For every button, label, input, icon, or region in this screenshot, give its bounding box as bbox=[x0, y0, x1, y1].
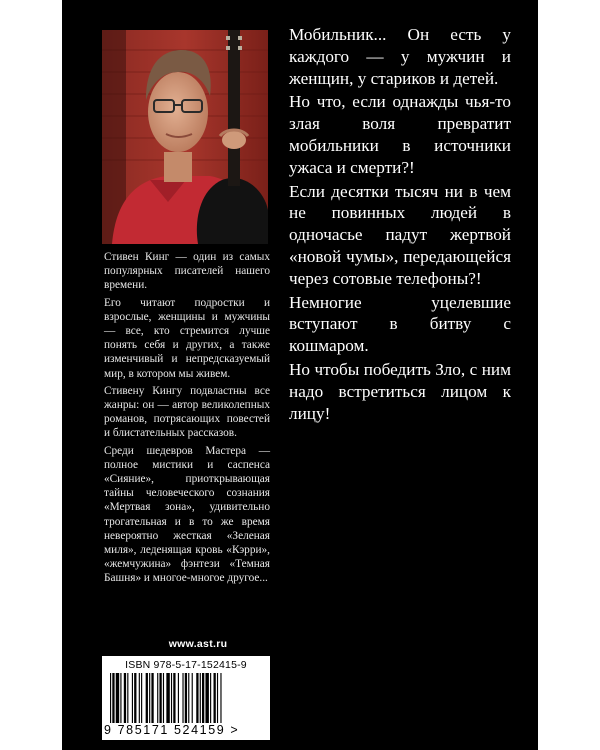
author-portrait-image bbox=[102, 30, 268, 244]
bio-paragraph: Его читают подростки и взрослые, женщины и мужчины — все, кто стремится лучше понять себя и других, а также изменчивый и непредсказуемый мир, в котором мы живем. bbox=[104, 296, 270, 380]
barcode-digits: 9 785171 524159 > bbox=[104, 723, 240, 737]
bio-paragraph: Стивену Кингу подвластны все жанры: он — автор великолепных романов, потрясающих повестей и блистательных рассказов. bbox=[104, 384, 270, 440]
author-biography bbox=[104, 250, 270, 589]
blurb-paragraph: Немногие уцелевшие вступают в битву с кошмаром. bbox=[289, 292, 511, 356]
publisher-website: www.ast.ru bbox=[168, 638, 228, 650]
bio-paragraph: Стивен Кинг — один из самых популярных писателей нашего времени. bbox=[104, 251, 270, 292]
bio-paragraph: Среди шедевров Мастера — полное мистики и саспенса «Сияние», приоткрывающая тайны человеческого сознания «Мертвая зона», удивительно трогательная и в то же время невероятно жесткая «Зеленая миля», леденящая кровь «Кэрри», «жемчужина» фэнтези «Темная Башня» и многое-многое другое... bbox=[104, 444, 270, 585]
isbn-label: ISBN 978-5-17-152415-9 bbox=[125, 659, 247, 671]
blurb-paragraph: Если десятки тысяч ни в чем не повинных людей в одночасье падут жертвой «новой чумы», передающейся через сотовые телефоны?! bbox=[289, 181, 511, 288]
book-blurb bbox=[289, 24, 511, 426]
author-photo bbox=[102, 30, 268, 244]
barcode-panel bbox=[102, 656, 270, 740]
blurb-paragraph: Но чтобы победить Зло, с ним надо встретиться лицом к лицу! bbox=[289, 359, 511, 423]
blurb-paragraph: Мобильник... Он есть у каждого — у мужчин и женщин, у стариков и детей. bbox=[289, 25, 511, 88]
barcode-icon bbox=[110, 673, 262, 723]
blurb-paragraph: Но что, если однажды чья-то злая воля превратит мобильники в источники ужаса и смерти?! bbox=[289, 92, 511, 177]
